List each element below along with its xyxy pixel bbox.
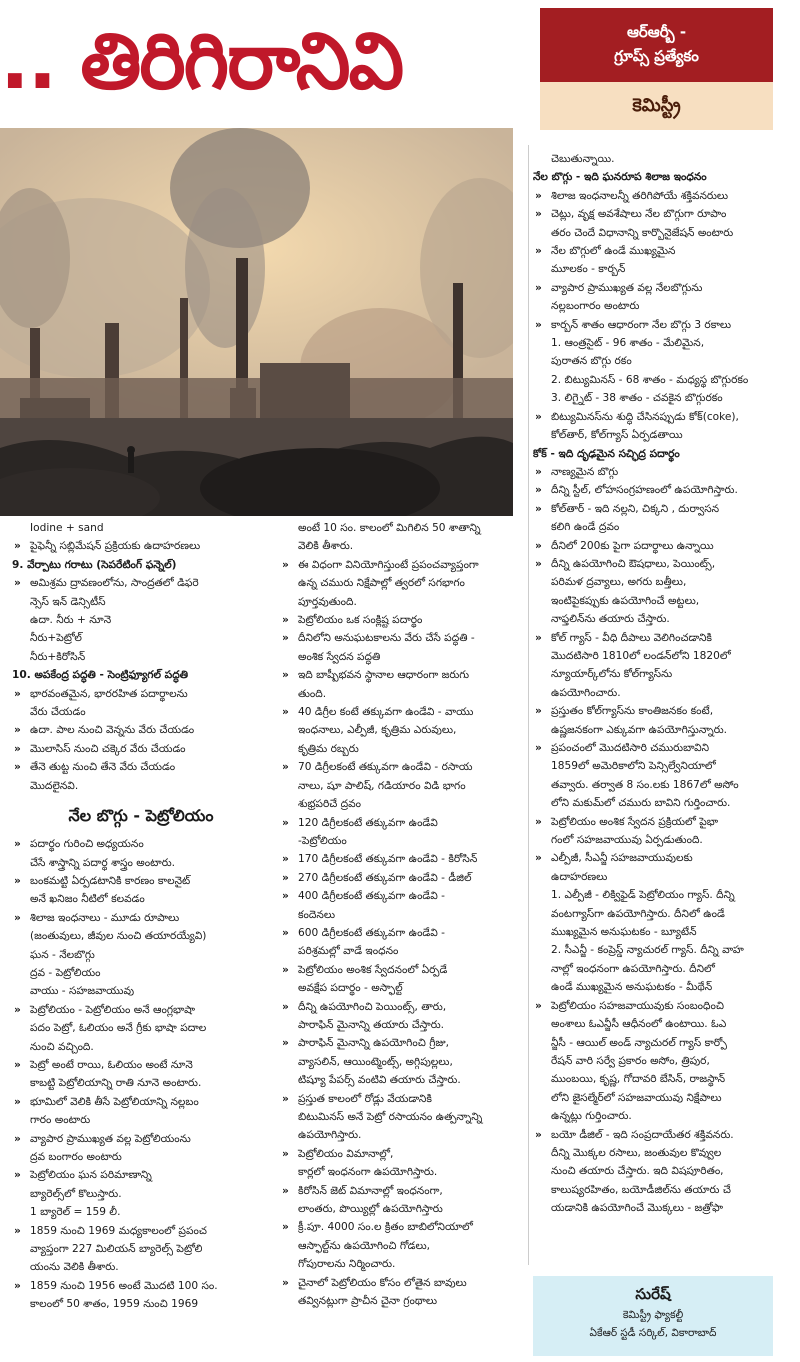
text-line: ఉదాహరణలు xyxy=(551,870,608,883)
banner-line-1: ఆర్ఆర్బీ - xyxy=(626,23,687,41)
bullet-line: » ప్రపంచంలో మొదటిసారి చమురుబావిని xyxy=(533,739,780,757)
text-line: 1. ఎల్పీజీ - లిక్విఫైడ్ పెట్రోలియం గ్యాస్. దీన్ని xyxy=(551,889,735,902)
text-line: పురాతన బొగ్గు రకం xyxy=(551,355,632,368)
text-line: ఆస్ఫాల్ట్‌ను ఉపయోగించి గోడలు, xyxy=(298,1239,431,1252)
section-banner xyxy=(540,8,773,82)
text-line: వాయు - సహజవాయువు xyxy=(30,985,135,998)
text-line: కందెనలు xyxy=(298,908,335,921)
text-line: నుంచి వచ్చింది. xyxy=(30,1040,94,1053)
bullet-line: » కోల్‌తార్ - ఇది నల్లని, చిక్కని , దుర్వాసన xyxy=(533,500,780,518)
bullet-line: » 120 డిగ్రీలకంటే తక్కువగా ఉండేవి xyxy=(280,814,522,832)
bullet-line: » పెట్రోలియం సహజవాయువుకు సంబంధించి xyxy=(533,997,780,1015)
bullet-line: » ప్రస్తుతం కోల్‌గ్యాస్‌ను కాంతిజనకం కంటే, xyxy=(533,702,780,720)
text-line: అనే ఖనిజం నీటిలో కలవడం xyxy=(30,893,145,906)
text-line: ఇంధనాలు, ఎల్పీజీ, కృత్రిమ ఎరువులు, xyxy=(298,724,457,737)
bullet-line: » పెట్రో అంటే రాయి, ఓలియం అంటే నూనె xyxy=(12,1056,270,1074)
bullet-line: » మొలాసిస్ నుంచి చక్కెర వేరు చేయడం xyxy=(12,740,270,758)
text-line: 1859లో అమెరికాలోని పెన్సిల్వేనియాలో xyxy=(551,760,716,773)
text-line: లోని మకుమ్‌లో చమురు బావిని గుర్తించారు. xyxy=(551,797,731,810)
bullet-line: » పెట్రోలియం అంశిక స్వేదనంలో ఏర్పడే xyxy=(280,961,522,979)
article-column-1 xyxy=(12,519,270,1357)
bullet-line: » దీన్ని ఉపయోగించి పెయింట్స్, తారు, xyxy=(280,998,522,1016)
text-line: తరం చెందే విధానాన్ని కార్బొనైజేషన్ అంటారు xyxy=(551,226,734,239)
bullet-line: » 1859 నుంచి 1969 మధ్యకాలంలో ప్రపంచ xyxy=(12,1222,270,1240)
author-name: సురేష్ xyxy=(635,1285,671,1303)
bullet-line: » పెట్రోలియం ఘన పరిమాణాన్ని xyxy=(12,1166,270,1184)
bullet-line: » శిలాజ ఇంధనాలు - మూడు రూపాలు xyxy=(12,909,270,927)
bullet-line: » దీన్ని స్టీల్, లోహసంగ్రహణంలో ఉపయోగిస్తారు. xyxy=(533,481,780,499)
bullet-line: » కార్బన్ శాతం ఆధారంగా నేల బొగ్గు 3 రకాలు xyxy=(533,316,780,334)
text-line: టిష్యూ పేపర్స్ వంటివి తయారు చేస్తారు. xyxy=(298,1074,461,1087)
text-line: అంశిక స్వేదన పద్ధతి xyxy=(298,650,381,663)
text-line: నాలు, షూ పాలిష్, గడియారం విడి భాగం xyxy=(298,779,466,792)
text-line: మొదటిసారి 1810లో లండన్‌లోని 1820లో xyxy=(551,649,731,662)
text-line: గోపురాలను నిర్మించారు. xyxy=(298,1258,396,1271)
text-line: ఉన్నట్లు గుర్తించారు. xyxy=(551,1110,632,1123)
text-line: నల్లబంగారం అంటారు xyxy=(551,300,640,313)
text-line: దీన్ని మొక్కల రసాలు, జంతువుల కొవ్వుల xyxy=(551,1146,722,1159)
text-line: యంను వెలికి తీశారు. xyxy=(30,1261,119,1274)
text-line: వ్యాసలిన్, ఆయింట్మెంట్స్, అగ్గిపుల్లలు, xyxy=(298,1055,453,1068)
bullet-line: » పారాఫిన్ మైనాన్ని ఉపయోగించి గ్రీజు, xyxy=(280,1034,522,1052)
headline: .. తిరిగిరానివి xyxy=(0,17,403,107)
text-line: ముఖ్యమైన అనుఘటకం - బ్యూటేన్ xyxy=(551,926,697,939)
text-line: బ్యారెల్స్‌లో కొలుస్తారు. xyxy=(30,1187,122,1200)
text-line: తవ్వారు. తర్వాత 8 సం.లకు 1867లో అసోం xyxy=(551,778,739,791)
bullet-line: » దీన్ని ఉపయోగించి ఔషధాలు, పెయింట్స్, xyxy=(533,555,780,573)
text-line: కృత్రిమ రబ్బరు xyxy=(298,742,359,755)
section-heading: నేల బొగ్గు - పెట్రోలియం xyxy=(68,806,214,826)
text-line: పూర్తవుతుంది. xyxy=(298,595,357,608)
text-line: 2. బిట్యుమినస్ - 68 శాతం - మధ్యస్థ బొగ్గురకం xyxy=(551,373,749,386)
bullet-line: » బంకమట్టి ఏర్పడటానికి కారణం కాలనైట్ xyxy=(12,872,270,890)
text-line: -పెట్రోలియం xyxy=(298,834,347,847)
text-line: 2. సీఎన్జీ - కంప్రెస్డ్ న్యాచురల్ గ్యాస్. దీన్ని వాహ xyxy=(551,944,744,957)
text-line: మూలకం - కార్బన్ xyxy=(551,263,626,276)
text-line: ఉపయోగించారు. xyxy=(551,686,621,699)
text-line: కలిగి ఉండే ద్రవం xyxy=(551,521,620,534)
text-line: వేరు చేయడం xyxy=(30,706,86,719)
text-line: న్జీసీ - ఆయిల్ అండ్ న్యాచురల్ గ్యాస్ కార్పో xyxy=(551,1036,727,1049)
bullet-line: » వ్యాపార ప్రాముఖ్యత వల్ల నేలబొగ్గును xyxy=(533,279,780,297)
text-line: ఉదా. నీరు + నూనె xyxy=(30,614,112,627)
bullet-line: » భారవంతమైన, భారరహిత పదార్థాలను xyxy=(12,685,270,703)
text-line: వెలికి తీశారు. xyxy=(298,540,354,553)
bullet-line: » ఎల్పీజీ, సీఎన్జీ సహజవాయువులకు xyxy=(533,849,780,867)
article-column-3 xyxy=(533,150,780,1273)
bullet-line: » 270 డిగ్రీలకంటే తక్కువగా ఉండేవి - డీజిల్ xyxy=(280,869,522,887)
bullet-line: » నాణ్యమైన బొగ్గు xyxy=(533,463,780,481)
text-line: చెబుతున్నాయి. xyxy=(551,153,615,165)
text-line: వ్యాప్తంగా 227 మిలియన్ బ్యారెల్స్ పెట్రోలి xyxy=(30,1243,203,1256)
text-line: నాఫ్తలిన్‌ను తయారు చేస్తారు. xyxy=(551,613,670,626)
subject-banner: కెమిస్ట్రీ xyxy=(540,82,773,130)
bullet-line: » 600 డిగ్రీలకంటే తక్కువగా ఉండేవి - xyxy=(280,924,522,942)
text-line: న్యూయార్క్‌లోను కోల్‌గ్యాస్‌ను xyxy=(551,668,673,681)
text-line: లోని జైసల్మేర్‌లో సహజవాయువు నిక్షేపాలు xyxy=(551,1091,722,1104)
industrial-smokestacks-photo xyxy=(0,128,513,516)
author-org: ఏకేఆర్ స్టడీ సర్కిల్, వికారాబాద్ xyxy=(589,1327,717,1339)
bullet-line: » దీనిలోని అనుఘటకాలను వేరు చేసే పద్ధతి - xyxy=(280,629,522,647)
subheading-line: 10. అపకేంద్ర పద్ధతి - సెంట్రిఫ్యూగల్ పద్ధతి xyxy=(12,669,188,682)
text-line: నీరు+కిరోసిన్ xyxy=(30,650,86,663)
text-line: వంటగ్యాస్‌గా ఉపయోగిస్తారు. దీనిలో ఉండే xyxy=(551,907,725,920)
bullet-line: » తేనె తుట్ట నుంచి తేనె వేరు చేయడం xyxy=(12,758,270,776)
bullet-line: » బయో డీజిల్ - ఇది సంప్రదాయేతర శక్తివనరు. xyxy=(533,1126,780,1144)
text-line: ద్రవ - పెట్రోలియం xyxy=(30,966,101,979)
bullet-line: » భూమిలో వెలికి తీసే పెట్రోలియాన్ని నల్లబం xyxy=(12,1093,270,1111)
bullet-line: » పదార్థం గురించి అధ్యయనం xyxy=(12,835,270,853)
text-line: కార్లలో ఇంధనంగా ఉపయోగిస్తారు. xyxy=(298,1166,438,1179)
bullet-line: » ప్రస్తుత కాలంలో రోడ్లు వేయడానికి xyxy=(280,1090,522,1108)
text-line: కాబట్టి పెట్రోలియాన్ని రాతి నూనె అంటారు. xyxy=(30,1077,202,1090)
text-line: కాలంలో 50 శాతం, 1959 నుంచి 1969 xyxy=(30,1298,199,1311)
text-line: రేషన్ వారి సర్వే ప్రకారం అసోం, త్రిపుర, xyxy=(551,1054,710,1067)
bullet-line: » కోల్ గ్యాస్ - వీధి దీపాలు వెలిగించడానికి xyxy=(533,629,780,647)
bullet-line: » 40 డిగ్రీల కంటే తక్కువగా ఉండేవి - వాయు xyxy=(280,703,522,721)
banner-line-2: గ్రూప్స్ ప్రత్యేకం xyxy=(614,47,699,65)
text-line: ఉపయోగిస్తారు. xyxy=(298,1129,362,1142)
text-line: ఉండే ముఖ్యమైన అనుఘటకం - మీథేన్ xyxy=(551,981,713,994)
bullet-line: » 170 డిగ్రీలకంటే తక్కువగా ఉండేవి - కిరోసిన్ xyxy=(280,850,522,868)
text-line: శుభ్రపరిచే ద్రవం xyxy=(298,798,362,811)
text-line: పదం పెట్రో, ఓలియం అనే గ్రీకు భాషా పదాల xyxy=(30,1022,207,1035)
text-line: అంటే 10 సం. కాలంలో మిగిలిన 50 శాతాన్ని xyxy=(298,522,481,534)
bullet-line: » దీనిలో 200కు పైగా పదార్థాలు ఉన్నాయి xyxy=(533,537,780,555)
subheading-line: కోక్ - ఇది దృఢమైన సచ్ఛిద్ర పదార్థం xyxy=(533,447,680,460)
bullet-line: » బిట్యుమినస్‌ను శుద్ధి చేసినప్పుడు కోక్(coke), xyxy=(533,408,780,426)
text-line: కోల్‌తార్, కోల్‌గ్యాస్ ఏర్పడతాయి xyxy=(551,429,683,442)
bullet-line: » ఇది బాష్పీభవన స్థానాల ఆధారంగా జరుగు xyxy=(280,666,522,684)
text-line: మొదలైనవి. xyxy=(30,779,79,792)
bullet-line: » పెట్రోలియం ఒక సంక్లిష్ట పదార్థం xyxy=(280,611,522,629)
text-line: ఉష్ణజనకంగా ఎక్కువగా ఉపయోగిస్తున్నారు. xyxy=(551,723,728,736)
author-role: కెమిస్ట్రీ ఫ్యాకల్టీ xyxy=(622,1309,684,1321)
bullet-line: » ఈ విధంగా వినియోగిస్తుంటే ప్రపంచవ్యాప్తంగా xyxy=(280,556,522,574)
text-line: నీరు+పెట్రోల్ xyxy=(30,632,82,645)
text-line: తుంది. xyxy=(298,687,327,700)
bullet-line: » పెట్రోలియం విమానాల్లో, xyxy=(280,1145,522,1163)
text-line: నాల్లో ఇంధనంగా ఉపయోగిస్తారు. దీనిలో xyxy=(551,962,715,975)
text-line: 1. ఆంత్రసైట్ - 96 శాతం - మేలిమైన, xyxy=(551,337,705,350)
text-line: నుంచి తయారు చేస్తారు. ఇది విషపూరితం, xyxy=(551,1165,724,1178)
bullet-line: » నేల బొగ్గులో ఉండే ముఖ్యమైన xyxy=(533,242,780,260)
text-line: చేసే శాస్త్రాన్ని పదార్థ శాస్త్రం అంటారు. xyxy=(30,856,176,869)
bullet-line: » ఉదా. పాల నుంచి వెన్నను వేరు చేయడం xyxy=(12,721,270,739)
text-line: కాలుష్యరహితం, బయోడీజిల్‌ను తయారు చే xyxy=(551,1183,731,1196)
bullet-line: » క్రీ.పూ. 4000 సం.ల క్రితం బాబిలోనియాలో xyxy=(280,1218,522,1236)
bullet-line: » వ్యాపార ప్రాముఖ్యత వల్ల పెట్రోలియంను xyxy=(12,1130,270,1148)
subheading-line: 9. వేర్పాటు గరాటు (సెపరేటింగ్ ఫన్నెల్) xyxy=(12,558,177,571)
text-line: బిటుమినస్ అనే పెట్రో రసాయనం ఉత్పన్నాన్ని xyxy=(298,1111,483,1123)
bullet-line: » పెట్రోలియం అంశిక స్వేదన ప్రక్రియలో పైభా xyxy=(533,813,780,831)
text-line: ఇంటిపైకప్పుకు ఉపయోగించే అట్టలు, xyxy=(551,594,700,607)
column-divider xyxy=(528,145,529,1265)
bullet-line: » చెట్లు, వృక్ష అవశేషాలు నేల బొగ్గుగా రూపాం xyxy=(533,205,780,223)
text-line: గారం అంటారు xyxy=(30,1114,91,1127)
text-line: పరిమళ ద్రవ్యాలు, అగరు బత్తీలు, xyxy=(551,576,687,589)
bullet-line: » పైఫెన్నీ సబ్లిమేషన్ ప్రక్రియకు ఉదాహరణలు xyxy=(12,537,270,555)
subheading-line: నేల బొగ్గు - ఇది ఘనరూప శిలాజ ఇంధనం xyxy=(533,171,707,184)
text-line: అంశాలు ఓఎన్జీసీ ఆధీనంలో ఉంటాయి. ఓఎ xyxy=(551,1018,727,1031)
text-line: పరిశ్రమల్లో వాడే ఇంధనం xyxy=(298,945,399,958)
text-line: న్సెస్ ఇన్ డెన్సిటీస్ xyxy=(30,595,106,608)
text-line: గంలో సహజవాయువు ఏర్పడుతుంది. xyxy=(551,834,703,847)
text-line: లాంతరు, పొయ్యిల్లో ఉపయోగిస్తారు xyxy=(298,1203,443,1216)
text-line: పారాఫిన్ మైనాన్ని తయారు చేస్తారు. xyxy=(298,1018,445,1031)
article-column-2 xyxy=(280,519,522,1357)
bullet-line: » కిరోసిన్ జెట్ విమానాల్లో ఇంధనంగా, xyxy=(280,1182,522,1200)
bullet-line: » అమిశ్రమ ద్రావణంలోను, సాంద్రతలో డిఫరె xyxy=(12,574,270,592)
text-line: ఘన - నేలబొగ్గు xyxy=(30,948,95,961)
bullet-line: » చైనాలో పెట్రోలియం కోసం లోతైన బావులు xyxy=(280,1274,522,1292)
text-line: Iodine + sand xyxy=(30,522,104,534)
column-lines xyxy=(533,150,780,1218)
text-line: 3. లిగ్నైట్ - 38 శాతం - చవకైన బొగ్గురకం xyxy=(551,392,723,405)
text-line: ఉన్న చమురు నిక్షేపాల్లో త్వరలో సగభాగం xyxy=(298,577,465,590)
bullet-line: » శిలాజ ఇంధనాలన్నీ తరిగిపోయే శక్తివనరులు xyxy=(533,187,780,205)
text-line: అవక్షేప పదార్థం - అస్ఫాల్ట్ xyxy=(298,982,403,995)
bullet-line: » పెట్రోలియం - పెట్రోలియం అనే ఆంగ్లభాషా xyxy=(12,1001,270,1019)
text-line: తవ్వినట్లుగా ప్రాచీన చైనా గ్రంథాలు xyxy=(298,1295,438,1308)
author-box xyxy=(533,1276,773,1356)
text-line: (జంతువులు, జీవుల నుంచి తయారయ్యేవి) xyxy=(30,930,207,943)
bullet-line: » 400 డిగ్రీలకంటే తక్కువగా ఉండేవి - xyxy=(280,887,522,905)
bullet-line: » 1859 నుంచి 1956 అంటే మొదటి 100 సం. xyxy=(12,1277,270,1295)
column-lines xyxy=(12,519,270,1314)
text-line: ద్రవ బంగారం అంటారు xyxy=(30,1151,122,1163)
text-line: యడానికి ఉపయోగించే మొక్కలు - జత్రోఫా xyxy=(551,1202,724,1215)
text-line: 1 బ్యారెల్ = 159 లీ. xyxy=(30,1206,121,1219)
bullet-line: » 70 డిగ్రీలకంటే తక్కువగా ఉండేవి - రసాయ xyxy=(280,758,522,776)
column-lines xyxy=(280,519,522,1310)
text-line: ముంబయి, కృష్ణ, గోదావరి బేసిన్, రాజస్థాన్ xyxy=(551,1073,726,1086)
